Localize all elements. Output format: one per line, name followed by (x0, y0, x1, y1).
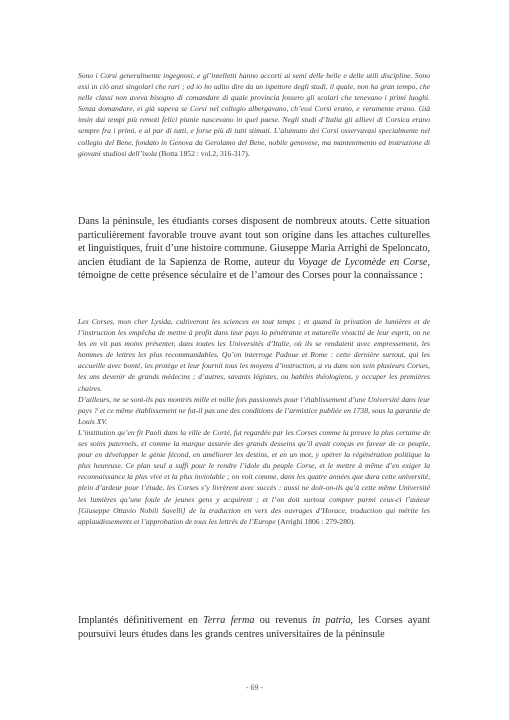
quote-paragraph: D’ailleurs, ne se sont-ils pas montrés mille et mille fois passionnés pour l’établissement d’une Université dans leur pays ? et ce même établissement ne fut-il pas une des conditions de l’armistice publiée en 1738, sous la garantie de Louis XV. (78, 394, 430, 426)
body-text: , les Corses ayant poursuivi leurs études dans les grands centres universitaires de la péninsule (78, 615, 430, 640)
quote-citation: (Arrighi 1806 : 279-280). (277, 516, 356, 526)
italic-term: in patria (312, 615, 351, 626)
page-number: - 69 - (245, 683, 264, 692)
body-paragraph (78, 614, 430, 641)
quote-text: L’institution qu’en fit Paoli dans la ville de Corté, fut regardée par les Corses comme la preuve la plus certaine de ses soins paternels, et comme la marque assurée des grands desseins qu’il avait conçus en faveur de ce peuple, pour en développer le génie fécond, en améliorer les destins, et en un mot, y opérer la régénération politique la plus heureuse. Ce plan seul a suffi pour le rendre l’idole du peuple Corse, et le mettre à même d’en exiger la reconnaissance la plus vive et la plus inviolable ; on voit comme, dans les quatre années que dura cette université, plein d’ardeur pour l’étude, les Corses s’y livrèrent avec succès : aussi ne doit-on-ils qu’à cette même Université les lumières qu’une foule de jeunes gens y acquirent ; et l’on doit surtout compter parmi ceux-ci l’auteur [Giuseppe Ottavio Nobili Savelli] de la traduction en vers des ouvrages d’Horace, traduction qui mérite les applaudissements et l’approbation de tous les lettrés de l’Europe (78, 427, 430, 526)
body-paragraph (78, 215, 430, 283)
quote-paragraph: Les Corses, mon cher Lysida, cultiveront les sciences en tout temps ; et quand la privation de lumières et de l’instruction les empêcha de mettre à profit dans leur pays la pénétrante et naturelle vivacité de leur esprit, on ne les en vit pas moins présenter, dans toutes les Universités d’Italie, où ils se rendaient avec empressement, les hommes de lettres les plus recommandables. Qu’on interroge Padoue et Rome : cette dernière surtout, qui les accueille avec bonté, les protège et leur fournit tous les moyens d’instruction, a vu dans son sein plusieurs Corses, les uns devenir de grands médecins ; d’autres, savants légistes, ou habiles théologiens, y occuper les premières chaires. (78, 317, 430, 393)
quote-citation: (Botta 1852 : vol.2, 316-317). (158, 148, 250, 158)
body-text: Implantés définitivement en (78, 615, 204, 626)
block-quote-french (78, 316, 430, 527)
quote-paragraph (78, 70, 430, 159)
body-text: Dans la péninsule, les étudiants corses disposent de nombreux atouts. Cette situation particulièrement favorable trouve avant tout son origine dans les attaches culturelles et linguistiques, fruit d’une histoire commune. Giuseppe Maria Arrighi de Speloncato, ancien étudiant de la Sapienza de Rome, auteur du (78, 216, 430, 268)
book-title: Voyage de Lycomède en Corse (298, 256, 428, 268)
italic-term: Terra ferma (203, 615, 255, 626)
quote-text: Sono i Corsi generalmente ingegnosi, e gl’intelletti hanno accorti ai semi delle belle e delle utili discipline. Sono essi in ciò anzi singolari che rari ; ed io ho udito dire da un ispettore degli studi, il quale, non ha gran tempo, che nelle classi non aveva bisogno di comandare di quale provincia fossero gli scolari che tenevano i primi luoghi. Senza domandare, ei già sapeva se Corsi nel collegio albergavano, ch’essi Corsi erano, e veramente erano. Già insin dai tempi più remoti felici piante nascevano in quel paese. Negli studi d’Italia gli allievi di Corsica erano sempre fra i primi, e al par di tutti, e forse più di tutti stimati. L’alunnato dei Corsi osservavasi specialmente nel collegio del Bene, fondato in Genova da Gerolamo del Bene, nobile genovese, ma mantenimento ed instruzione di giovani studiosi dell’isola (78, 71, 430, 158)
body-text: , témoigne de cette présence séculaire et de l’amour des Corses pour la connaissance : (78, 256, 431, 282)
quote-paragraph (78, 427, 430, 527)
body-text: ou revenus (254, 615, 313, 626)
block-quote-italian (78, 70, 430, 159)
